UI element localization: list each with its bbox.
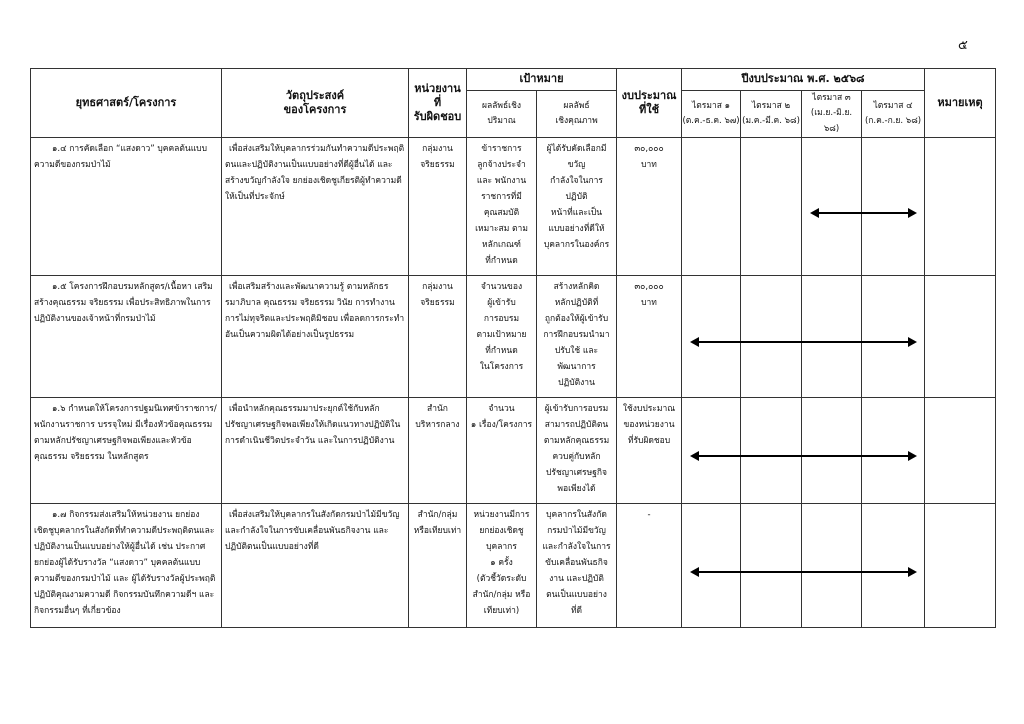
budget-cell: ๓๐,๐๐๐ บาท (617, 275, 682, 397)
timeline-cell-q2 (741, 137, 802, 275)
quarter-range: (เม.ย.-มิ.ย. ๖๘) (810, 108, 853, 134)
budget-cell: ใช้งบประมาณ ของหน่วยงาน ที่รับผิดชอบ (617, 397, 682, 503)
header-quarter-4 (862, 91, 925, 138)
timeline-cell-q1 (682, 137, 741, 275)
header-quarter-1 (682, 91, 741, 138)
quarter-label: ไตรมาส ๔ (873, 100, 913, 111)
arrowhead-left-icon (810, 208, 819, 218)
objective-cell: เพื่อส่งเสริมให้บุคลากรในสังกัดกรมป่าไม้มีขวัญและกำลังใจในการขับเคลื่อนพันธกิจงาน และปฏิบัติตนเป็นแบบอย่างที่ดี (222, 503, 409, 627)
quality-cell: สร้างหลักคิด หลักปฏิบัติที่ ถูกต้องให้ผู้เข้ารับ การฝึกอบรมนำมา ปรับใช้ และ พัฒนาการ ปฏิบัติงาน (537, 275, 617, 397)
page-number: ๕ (958, 38, 968, 53)
objective-cell: เพื่อส่งเสริมให้บุคลากรร่วมกันทำความดีประพฤติตนและปฏิบัติงานเป็นแบบอย่างที่ดีผู้อื่นได้ และสร้างขวัญกำลังใจ ยกย่องเชิดชูเกียรติผู้ทำความดีให้เป็นที่ประจักษ์ (222, 137, 409, 275)
header-quarter-3 (802, 91, 862, 138)
header-target-quantity: ผลลัพธ์เชิง ปริมาณ (467, 91, 537, 138)
arrowhead-right-icon (908, 208, 917, 218)
timeline-cell-q4 (862, 503, 925, 627)
quantity-cell: จำนวนของ ผู้เข้ารับ การอบรม ตามเป้าหมาย ที่กำหนด ในโครงการ (467, 275, 537, 397)
quality-cell: ผู้เข้ารับการอบรม สามารถปฏิบัติตน ตามหลักคุณธรรม ควบคู่กับหลัก ปรัชญาเศรษฐกิจ พอเพียงได้ (537, 397, 617, 503)
timeline-arrow-line (814, 212, 913, 214)
table-row (31, 275, 996, 397)
unit-cell: กลุ่มงาน จริยธรรม (409, 275, 467, 397)
quality-cell: บุคลากรในสังกัด กรมป่าไม้มีขวัญ และกำลังใจในการ ขับเคลื่อนพันธกิจ งาน และปฏิบัติ ตนเป็นแบบอย่าง ที่ดี (537, 503, 617, 627)
timeline-cell-q1 (682, 503, 741, 627)
table-row (31, 137, 996, 275)
quantity-cell: ข้าราชการ ลูกจ้างประจำ และ พนักงาน ราชการที่มี คุณสมบัติ เหมาะสม ตาม หลักเกณฑ์ ที่กำหนด (467, 137, 537, 275)
header-target-quality: ผลลัพธ์ เชิงคุณภาพ (537, 91, 617, 138)
header-remark: หมายเหตุ (925, 69, 996, 138)
objective-cell: เพื่อเสริมสร้างและพัฒนาความรู้ ตามหลักธรรมาภิบาล คุณธรรม จริยธรรม วินัย การทำงานการไม่ทุจริตและประพฤติมิชอบ เพื่อลดการกระทำอันเป็นความผิดได้อย่างเป็นรูปธรรม (222, 275, 409, 397)
budget-cell: ๓๐,๐๐๐ บาท (617, 137, 682, 275)
quarter-range: (ต.ค.-ธ.ค. ๖๗) (682, 115, 740, 126)
arrowhead-right-icon (908, 451, 917, 461)
unit-cell: สำนัก บริหารกลาง (409, 397, 467, 503)
unit-cell: สำนัก/กลุ่ม หรือเทียบเท่า (409, 503, 467, 627)
header-target: เป้าหมาย (467, 69, 617, 91)
timeline-cell-q1 (682, 275, 741, 397)
timeline-arrow-line (694, 341, 913, 343)
quarter-label: ไตรมาส ๑ (692, 100, 731, 111)
header-row-1 (31, 69, 996, 91)
header-objective: วัตถุประสงค์ ของโครงการ (222, 69, 409, 138)
header-budget: งบประมาณ ที่ใช้ (617, 69, 682, 138)
timeline-cell-q3 (802, 397, 862, 503)
timeline-cell-q3 (802, 503, 862, 627)
timeline-cell-q3 (802, 275, 862, 397)
quarter-label: ไตรมาส ๓ (812, 93, 851, 103)
unit-cell: กลุ่มงาน จริยธรรม (409, 137, 467, 275)
project-cell: ๑.๖ กำหนดให้โครงการปฐมนิเทศข้าราชการ/พนักงานราชการ บรรจุใหม่ มีเรื่องหัวข้อคุณธรรมตามหลักปรัชญาเศรษฐกิจพอเพียงและหัวข้อคุณธรรม จริยธรรม ในหลักสูตร (31, 397, 222, 503)
header-unit: หน่วยงาน ที่ รับผิดชอบ (409, 69, 467, 138)
quality-cell: ผู้ได้รับคัดเลือกมีขวัญ กำลังใจในการปฏิบัติ หน้าที่และเป็น แบบอย่างที่ดีให้ บุคลากรในองค์กร (537, 137, 617, 275)
quarter-range: (ม.ค.-มี.ค. ๖๘) (742, 115, 800, 126)
remark-cell (925, 397, 996, 503)
arrowhead-right-icon (908, 567, 917, 577)
objective-cell: เพื่อนำหลักคุณธรรมมาประยุกต์ใช้กับหลักปรัชญาเศรษฐกิจพอเพียงให้เกิดแนวทางปฏิบัติในการดำเนินชีวิตประจำวัน และในการปฏิบัติงาน (222, 397, 409, 503)
arrowhead-left-icon (690, 337, 699, 347)
project-cell: ๑.๔ การคัดเลือก “แสงดาว” บุคคลต้นแบบความดีของกรมป่าไม้ (31, 137, 222, 275)
timeline-cell-q4 (862, 275, 925, 397)
budget-cell: - (617, 503, 682, 627)
timeline-cell-q2 (741, 275, 802, 397)
table-row (31, 397, 996, 503)
header-fiscal-year: ปีงบประมาณ พ.ศ. ๒๕๖๘ (682, 69, 925, 91)
quantity-cell: หน่วยงานมีการ ยกย่องเชิดชู บุคลากร ๑ ครั้ง (ตัวชี้วัดระดับ สำนัก/กลุ่ม หรือ เทียบเท่า) (467, 503, 537, 627)
timeline-cell-q2 (741, 503, 802, 627)
timeline-cell-q4 (862, 137, 925, 275)
remark-cell (925, 503, 996, 627)
remark-cell (925, 275, 996, 397)
timeline-cell-q3 (802, 137, 862, 275)
quarter-range: (ก.ค.-ก.ย. ๖๘) (864, 115, 922, 126)
timeline-arrow-line (694, 571, 913, 573)
timeline-arrow-line (694, 455, 913, 457)
project-plan-table (30, 68, 996, 628)
quantity-cell: จำนวน ๑ เรื่อง/โครงการ (467, 397, 537, 503)
project-cell: ๑.๕ โครงการฝึกอบรมหลักสูตร/เนื้อหา เสริมสร้างคุณธรรม จริยธรรม เพื่อประสิทธิภาพในการปฏิบัติงานของเจ้าหน้าที่กรมป่าไม้ (31, 275, 222, 397)
header-quarter-2 (741, 91, 802, 138)
arrowhead-left-icon (690, 451, 699, 461)
quarter-label: ไตรมาส ๒ (751, 100, 791, 111)
arrowhead-left-icon (690, 567, 699, 577)
remark-cell (925, 137, 996, 275)
arrowhead-right-icon (908, 337, 917, 347)
timeline-cell-q2 (741, 397, 802, 503)
project-cell: ๑.๗ กิจกรรมส่งเสริมให้หน่วยงาน ยกย่องเชิดชูบุคลากรในสังกัดที่ทำความดีประพฤติตนและปฏิบัติงานเป็นแบบอย่างให้ผู้อื่นได้ เช่น ประกาศยกย่องผู้ได้รับรางวัล “แสงดาว” บุคคลต้นแบบความดีของกรมป่าไม้ และ ผู้ได้รับรางวัลผู้ประพฤติปฏิบัติคุณงามความดี กิจกรรมบันทึกความดีฯ และกิจกรรมอื่นๆ ที่เกี่ยวข้อง (31, 503, 222, 627)
table-row (31, 503, 996, 627)
header-project: ยุทธศาสตร์/โครงการ (31, 69, 222, 138)
